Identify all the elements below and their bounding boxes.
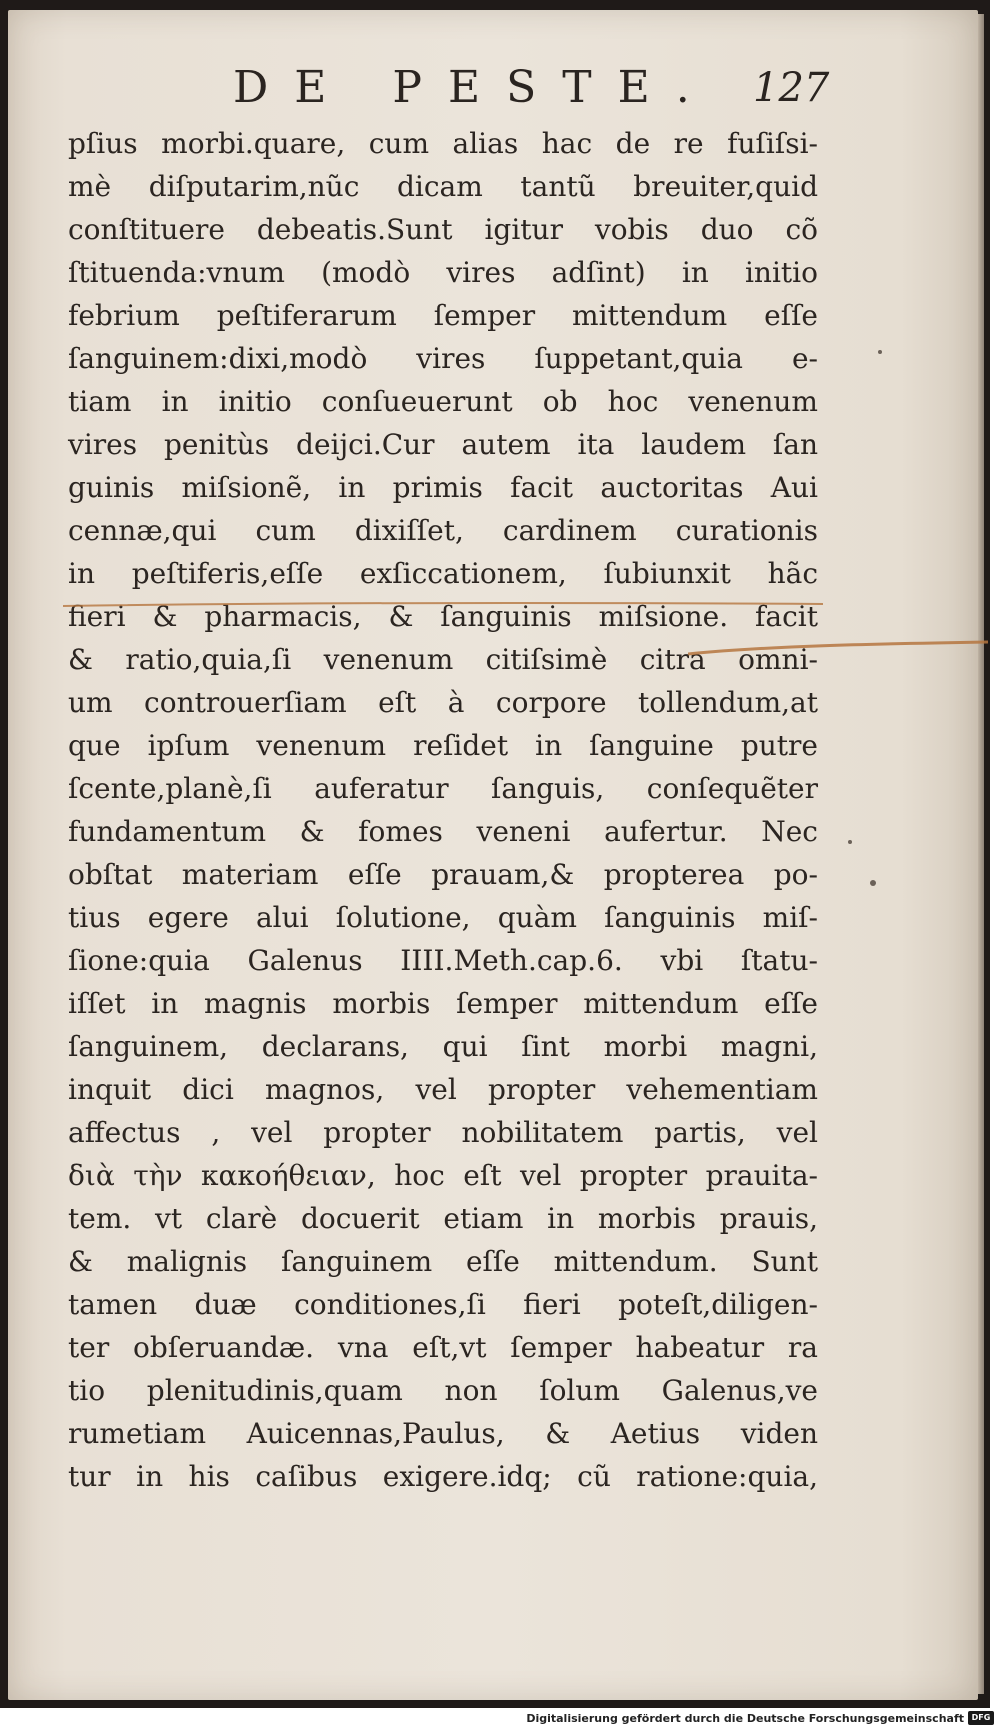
digitization-credit: Digitalisierung gefördert durch die Deutsche Forschungsgemeinschaft [526, 1712, 964, 1725]
running-head-title: DE PESTE. [233, 62, 716, 113]
text-line: ſanguinem, declarans, qui ſint morbi magni, [68, 1030, 818, 1063]
text-line: um controuerſiam eſt à corpore tollendum,at [68, 686, 818, 719]
footer-bar [0, 1708, 1000, 1730]
book-page [8, 10, 978, 1700]
margin-ink-mark [688, 640, 988, 660]
text-line: ter obſeruandæ. vna eſt,vt ſemper habeatur ra [68, 1331, 818, 1364]
text-line: guinis miſsionẽ, in primis facit auctoritas Aui [68, 471, 818, 504]
text-line: que ipſum venenum reſidet in ſanguine putre [68, 729, 818, 762]
paper-speck [848, 840, 852, 844]
text-line: febrium peſtiferarum ſemper mittendum eſſe [68, 299, 818, 332]
text-line: fundamentum & fomes veneni aufertur. Nec [68, 815, 818, 848]
text-line: ſcente,planè,ſi auferatur ſanguis, conſequẽter [68, 772, 818, 805]
text-line: ſtituenda:vnum (modò vires adſint) in initio [68, 256, 818, 289]
text-line: tius egere alui ſolutione, quàm ſanguinis miſ- [68, 901, 818, 934]
text-line: fieri & pharmacis, & ſanguinis miſsione. facit [68, 600, 818, 633]
text-line: conſtituere debeatis.Sunt igitur vobis duo cõ [68, 213, 818, 246]
text-line: rumetiam Auicennas,Paulus, & Aetius viden [68, 1417, 818, 1450]
dfg-logo-icon: DFG [968, 1711, 994, 1725]
text-line: tamen duæ conditiones,ſi fieri poteſt,diligen- [68, 1288, 818, 1321]
text-line: tiam in initio conſueuerunt ob hoc venenum [68, 385, 818, 418]
text-line: affectus , vel propter nobilitatem partis, vel [68, 1116, 818, 1149]
text-line: obſtat materiam eſſe prauam,& propterea po- [68, 858, 818, 891]
text-line: in peſtiferis,eſſe exſiccationem, ſubiunxit hãc [68, 557, 818, 590]
text-line: cennæ,qui cum dixiſſet, cardinem curationis [68, 514, 818, 547]
page-edge [978, 14, 984, 1694]
text-line: mè diſputarim,nũc dicam tantũ breuiter,quid [68, 170, 818, 203]
text-line: ſanguinem:dixi,modò vires ſuppetant,quia e- [68, 342, 818, 375]
text-line: iſſet in magnis morbis ſemper mittendum eſſe [68, 987, 818, 1020]
text-line: διὰ τὴν κακοήθειαν, hoc eſt vel propter prauita- [68, 1159, 818, 1192]
text-line: inquit dici magnos, vel propter vehementiam [68, 1073, 818, 1106]
text-line: tur in his caſibus exigere.idq; cũ ratione:quia, [68, 1460, 818, 1493]
text-line: vires penitùs deijci.Cur autem ita laudem ſan [68, 428, 818, 461]
page-number: 127 [753, 65, 830, 111]
text-line: pſius morbi.quare, cum alias hac de re fuſiſsi- [68, 127, 818, 160]
text-line: ſione:quia Galenus IIII.Meth.cap.6. vbi ſtatu- [68, 944, 818, 977]
paper-speck [870, 880, 876, 886]
ink-underline-mark [63, 600, 823, 610]
text-line: & ratio,quia,ſi venenum citiſsimè citra omni- [68, 643, 818, 676]
text-line: & malignis ſanguinem eſſe mittendum. Sunt [68, 1245, 818, 1278]
text-line: tem. vt clarè docuerit etiam in morbis prauis, [68, 1202, 818, 1235]
text-line: tio plenitudinis,quam non ſolum Galenus,ve [68, 1374, 818, 1407]
text-block [68, 122, 818, 1498]
running-head [8, 58, 978, 118]
paper-speck [878, 350, 882, 354]
